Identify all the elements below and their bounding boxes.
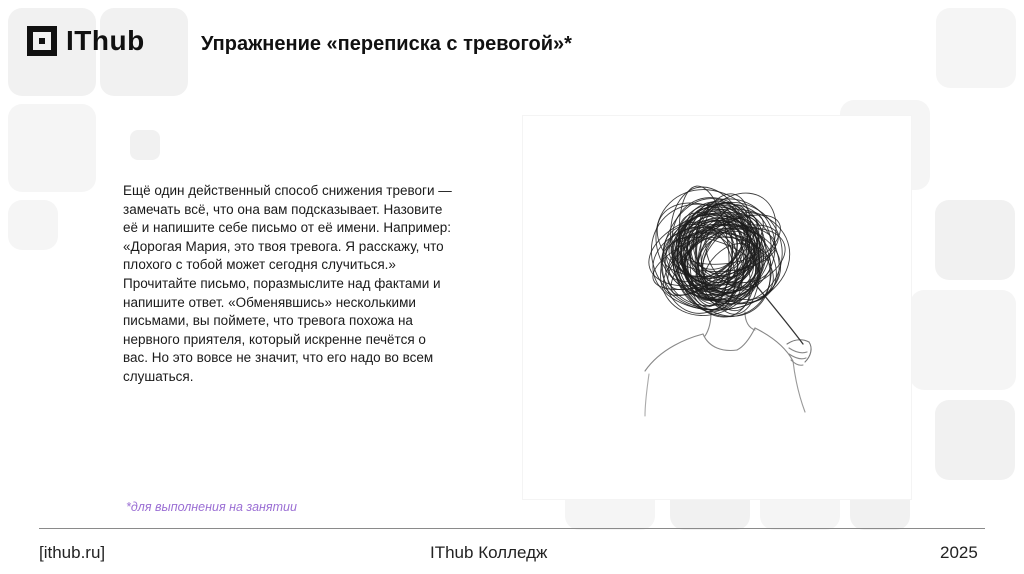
footer-year: 2025	[940, 543, 978, 562]
footnote: *для выполнения на занятии	[126, 500, 297, 514]
logo-square-icon	[27, 26, 57, 56]
illustration-card	[523, 116, 911, 499]
scribble-head-illustration	[523, 116, 911, 499]
footer-org: IThub Колледж	[430, 543, 548, 562]
slide-title: Упражнение «переписка с тревогой»*	[201, 33, 572, 55]
logo-text: IThub	[66, 25, 145, 56]
brand-logo	[27, 26, 145, 56]
footer-site-link[interactable]: [ithub.ru]	[39, 543, 106, 562]
slide-body-text: Ещё один действенный способ снижения тревоги — замечать всё, что она вам подсказывает. Назовите её и напишите себе письмо от её имени. Например: «Дорогая Мария, это твоя тревога. Я расскажу, что плохого с тобой может сегодня случиться.» Прочитайте письмо, поразмыслите над фактами и напишите ответ. «Обменявшись» несколькими письмами, вы поймете, что тревога похожа на нервного приятеля, который искренне печётся о вас. Но это вовсе не значит, что его надо во всем слушаться.	[123, 183, 452, 384]
footer-divider	[39, 528, 985, 529]
